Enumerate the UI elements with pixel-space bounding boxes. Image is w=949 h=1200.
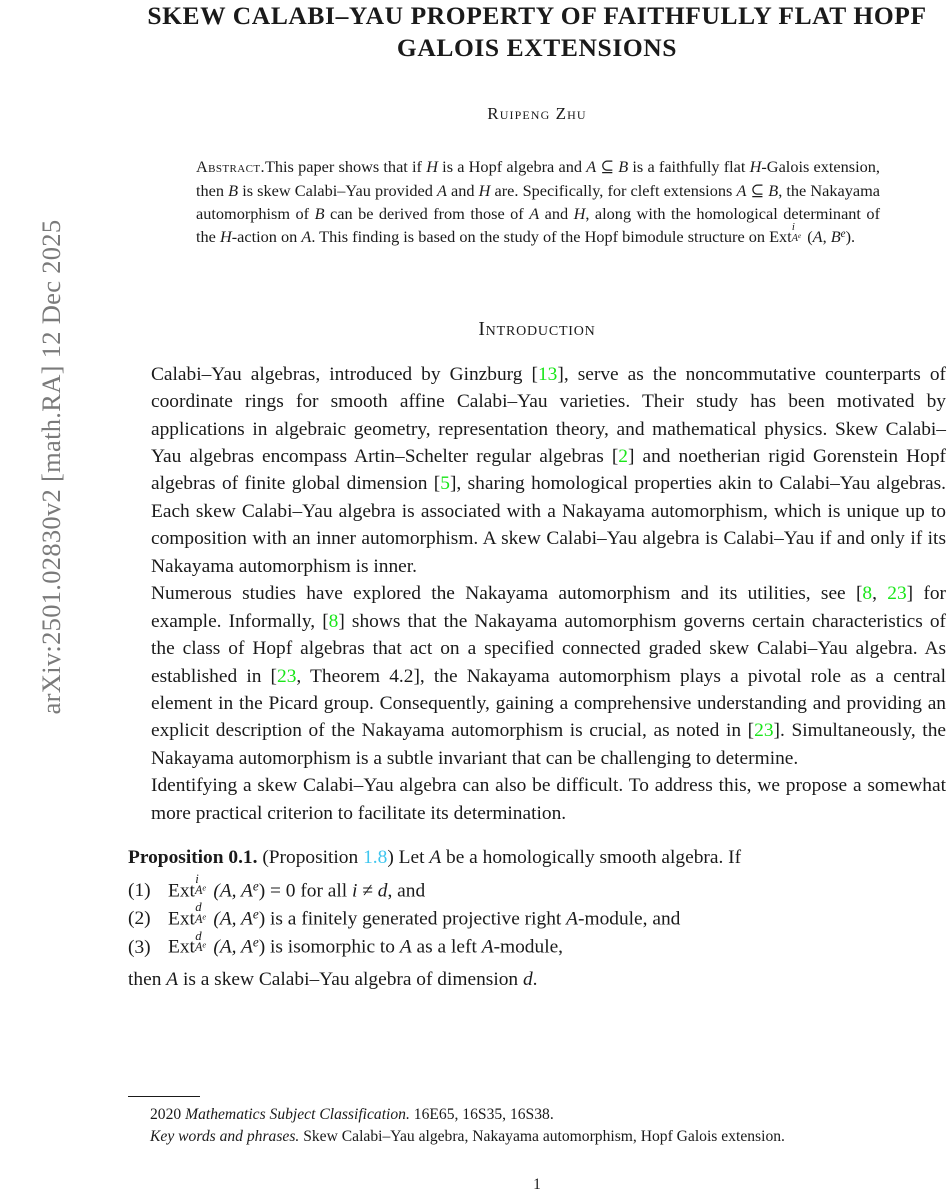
- item3-args: (A, A: [213, 936, 253, 958]
- citation-5[interactable]: 5: [440, 473, 450, 495]
- intro-paragraph-1: [128, 341, 946, 581]
- item2-indices: d $A^e$: [194, 900, 207, 926]
- abstract-var-a4: A: [529, 203, 540, 223]
- p1-s1: Calabi–Yau algebras, introduced by Ginzburg [: [151, 363, 538, 385]
- msc-label: Mathematics Subject Classification.: [185, 1106, 410, 1124]
- reference-1-8[interactable]: 1.8: [363, 847, 388, 869]
- abstract-ext-open: (: [807, 227, 813, 247]
- p2-s1: Numerous studies have explored the Nakayama automorphism and its utilities, see [: [151, 583, 863, 605]
- abstract-var-h4: H: [573, 203, 586, 223]
- abstract-var-h1: H: [426, 157, 438, 177]
- item-label-2: (2): [128, 908, 151, 930]
- p2-s3: ] for example. Informally, [: [151, 583, 946, 632]
- abstract-s11: , along with the homological determinant of the: [196, 203, 880, 247]
- list-item: [128, 928, 946, 961]
- item2-ext: Ext: [168, 908, 195, 930]
- item1-cond-d: d: [377, 879, 388, 901]
- abstract-s9: can be derived from those of: [324, 203, 530, 223]
- abstract-s2: is a Hopf algebra and: [437, 157, 587, 177]
- footnote-divider: [128, 1096, 200, 1097]
- p2-s4: ] shows that the Nakayama automorphism governs certain characteristics of the class of Hopf algebras that act on a specified connected graded skew Calabi–Yau algebra. As established in [: [151, 610, 946, 687]
- footnote-block: [128, 1096, 946, 1147]
- item2-end: -module, and: [578, 908, 681, 930]
- citation-23-c[interactable]: 23: [754, 720, 774, 742]
- abstract-s4: -Galois extension, then: [196, 157, 881, 200]
- msc-codes: 16E65, 16S35, 16S38.: [409, 1106, 554, 1124]
- author-name: Ruipeng Zhu: [487, 104, 587, 124]
- abstract-ext-indices: [791, 221, 807, 244]
- item3-neq: as a left: [411, 936, 482, 958]
- proposition-conclusion: [128, 962, 946, 993]
- p1-s3: ] and noetherian rigid Gorenstein Hopf algebras of finite global dimension [: [151, 446, 946, 495]
- msc-line: [128, 1104, 946, 1125]
- abstract-ext-operator: Ext: [769, 227, 792, 247]
- abstract-label: Abstract.: [196, 157, 265, 177]
- abstract-ext-superscript: i: [791, 221, 795, 234]
- keywords-label: Key words and phrases.: [150, 1127, 300, 1145]
- item1-cond-i: i: [352, 879, 358, 901]
- citation-8-b[interactable]: 8: [328, 610, 339, 632]
- abstract-s13: . This finding is based on the study of the Hopf bimodule structure on: [311, 227, 770, 247]
- prop-tail-var-a: A: [166, 968, 179, 990]
- intro-paragraph-3: Identifying a skew Calabi–Yau algebra can also be difficult. To address this, we propose a somewhat more practical criterion to facilitate its determination.: [151, 775, 946, 824]
- abstract-s3: is a faithfully flat: [628, 157, 750, 177]
- abstract-ext-arg1: A: [812, 227, 823, 247]
- item-label-3: (3): [128, 936, 151, 958]
- item2-tail: ) is a finitely generated projective right: [258, 908, 567, 930]
- prop-tail-s2: is a skew Calabi–Yau algebra of dimension: [178, 968, 523, 990]
- abstract-ext-comma: ,: [822, 227, 831, 247]
- keywords-text: Skew Calabi–Yau algebra, Nakayama automorphism, Hopf Galois extension.: [299, 1127, 785, 1145]
- abstract-ext-arg2-sup: e: [840, 228, 846, 241]
- list-item: [128, 871, 946, 905]
- keywords-line: [128, 1126, 946, 1147]
- abstract-subset-1: ⊆: [596, 157, 619, 177]
- item1-tail: ) = 0 for all: [258, 879, 353, 901]
- abstract-ext-arg2: B: [830, 227, 841, 247]
- intro-paragraph-2: [128, 580, 946, 772]
- abstract-block: [128, 124, 946, 249]
- item1-args-sup: e: [252, 878, 259, 894]
- list-item: [128, 900, 946, 933]
- msc-year: 2020: [150, 1106, 186, 1124]
- proposition-intro-tail: be a homologically smooth algebra. If: [441, 847, 742, 869]
- abstract-var-a5: A: [301, 227, 312, 247]
- prop-tail-var-d: d: [522, 968, 533, 990]
- p2-s2: ,: [872, 583, 888, 605]
- abstract-var-h5: H: [219, 227, 232, 247]
- abstract-ext-subscript: $A^e$: [791, 231, 802, 244]
- abstract-var-b4: B: [314, 203, 325, 223]
- abstract-s5: is skew Calabi–Yau provided: [238, 180, 437, 200]
- item1-neq: ≠: [357, 879, 378, 901]
- prop-tail-s3: .: [532, 968, 538, 990]
- page-content-column: [128, 0, 946, 1200]
- p2-s5: , Theorem 4.2], the Nakayama automorphism plays a pivotal role as a central element in the Picard group. Consequently, gaining a comprehensive understanding and providing an explicit description of the Nakayama automorphism is crucial, as noted in [: [151, 665, 946, 742]
- page-number: 1: [533, 1176, 541, 1193]
- abstract-var-a3: A: [736, 180, 747, 200]
- abstract-s10: and: [539, 203, 574, 223]
- p2-s6: ]. Simultaneously, the Nakayama automorphism is a subtle invariant that can be challenging to determine.: [151, 720, 946, 769]
- item1-indices: i $A^e$: [194, 871, 207, 898]
- item3-cond-d: A: [481, 936, 494, 958]
- citation-13[interactable]: 13: [537, 363, 558, 385]
- proposition-var-a: A: [429, 847, 442, 869]
- abstract-var-h3: H: [478, 180, 491, 200]
- arxiv-identifier-stamp: arXiv:2501.02830v2 [math.RA] 12 Dec 2025: [36, 219, 66, 715]
- item-label-1: (1): [128, 879, 151, 901]
- citation-8-a[interactable]: 8: [862, 583, 873, 605]
- abstract-s7: are. Specifically, for cleft extensions: [490, 180, 737, 200]
- item3-cond-i: A: [399, 936, 412, 958]
- abstract-s8: , the Nakayama automorphism of: [196, 180, 880, 223]
- abstract-var-b2: B: [228, 180, 239, 200]
- item2-args-sup: e: [252, 906, 259, 922]
- proposition-intro-open: (Proposition: [257, 847, 364, 869]
- proposition-condition-list: [128, 872, 946, 962]
- abstract-ext-close: ).: [845, 227, 856, 247]
- item3-ext: Ext: [168, 936, 195, 958]
- abstract-s6: and: [446, 180, 479, 200]
- citation-2[interactable]: 2: [618, 446, 628, 468]
- citation-23-b[interactable]: 23: [277, 665, 297, 687]
- prop-tail-s1: then: [128, 968, 167, 990]
- section-heading-introduction: Introduction: [478, 318, 596, 340]
- item3-args-sup: e: [252, 934, 259, 950]
- p1-s2: ], serve as the noncommutative counterparts of coordinate rings for smooth affine Calabi–Yau varieties. Their study has been motivated by applications in algebraic geometry, representation theory, and mathematical physics. Skew Calabi–Yau algebras encompass Artin–Schelter regular algebras [: [151, 363, 946, 468]
- abstract-var-b3: B: [768, 180, 779, 200]
- abstract-subset-2: ⊆: [746, 180, 769, 200]
- item1-end: , and: [387, 879, 426, 901]
- abstract-var-a2: A: [436, 180, 447, 200]
- item2-cond-i: A: [566, 908, 579, 930]
- title-line-2: GALOIS EXTENSIONS: [396, 32, 678, 62]
- p1-s4: ], sharing homological properties akin to Calabi–Yau algebras. Each skew Calabi–Yau algebra is associated with a Nakayama automorphism, which is unique up to composition with an inner automorphism. A skew Calabi–Yau algebra is Calabi–Yau if and only if its Nakayama automorphism is inner.: [151, 473, 946, 577]
- proposition-statement: [128, 827, 946, 871]
- abstract-var-h2: H: [749, 157, 762, 177]
- item3-end: -module,: [493, 936, 564, 958]
- proposition-label: Proposition 0.1.: [128, 847, 258, 869]
- item2-args: (A, A: [213, 908, 253, 930]
- item1-args: (A, A: [213, 879, 253, 901]
- abstract-s12: -action on: [231, 227, 302, 247]
- proposition-intro-close: ) Let: [387, 847, 430, 869]
- item3-tail: ) is isomorphic to: [258, 936, 400, 958]
- page-title: [128, 0, 946, 63]
- item1-ext: Ext: [168, 879, 195, 901]
- title-line-1: SKEW CALABI–YAU PROPERTY OF FAITHFULLY FLAT HOPF: [147, 1, 927, 30]
- citation-23-a[interactable]: 23: [887, 583, 907, 605]
- abstract-text: [196, 155, 880, 249]
- abstract-var-b1: B: [618, 157, 629, 177]
- abstract-s1: This paper shows that if: [264, 157, 427, 177]
- abstract-var-a1: A: [586, 157, 597, 177]
- item3-indices: d $A^e$: [194, 928, 207, 954]
